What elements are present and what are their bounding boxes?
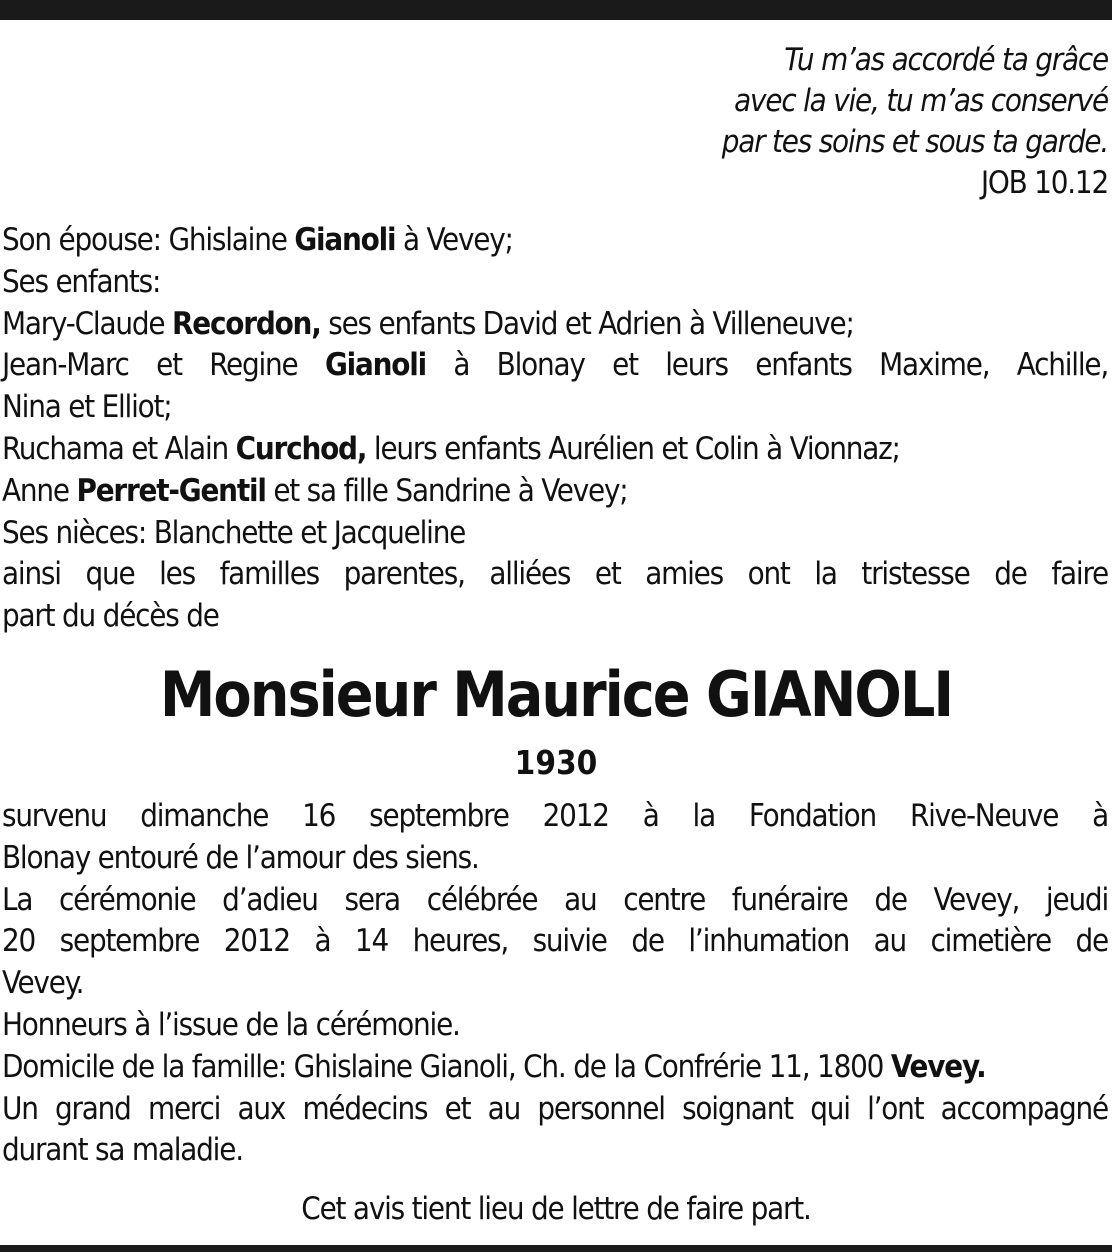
child-prefix: Jean-Marc et Regine xyxy=(2,347,325,384)
children-label: Ses enfants: xyxy=(2,263,161,300)
deceased-name: Monsieur Maurice GIANOLI xyxy=(159,658,953,731)
domicile-line xyxy=(2,1047,1108,1089)
child-line-continued: Nina et Elliot; xyxy=(2,389,172,426)
closing-note: Cet avis tient lieu de lettre de faire part. xyxy=(301,1191,811,1227)
event-details xyxy=(2,796,1108,1172)
domicile-city: Vevey. xyxy=(890,1048,986,1085)
child-surname: Curchod, xyxy=(235,430,367,467)
announcement-line: part du décès de xyxy=(2,598,219,635)
death-line: survenu dimanche 16 septembre 2012 à la Fondation Rive-Neuve à xyxy=(2,798,1108,834)
honours-line: Honneurs à l’issue de la cérémonie. xyxy=(2,1006,460,1043)
epigraph-reference: JOB 10.12 xyxy=(980,165,1108,201)
child-suffix: à Blonay et leurs enfants Maxime, Achille, xyxy=(425,347,1108,384)
thanks-line: durant sa maladie. xyxy=(2,1132,243,1169)
child-prefix: Mary-Claude xyxy=(2,305,172,342)
family-announcement xyxy=(2,220,1108,638)
top-border-rule xyxy=(0,0,1112,20)
spouse-surname: Gianoli xyxy=(294,222,396,258)
epigraph-line: avec la vie, tu m’as conservé xyxy=(734,83,1108,119)
spouse-prefix: Son épouse: Ghislaine xyxy=(2,222,295,258)
child-suffix: et sa fille Sandrine à Vevey; xyxy=(265,472,628,509)
announcement-line: ainsi que les familles parentes, alliées et amies ont la tristesse de faire xyxy=(2,556,1108,593)
child-prefix: Ruchama et Alain xyxy=(2,430,236,467)
child-surname: Gianoli xyxy=(324,347,426,384)
epigraph xyxy=(722,40,1108,204)
child-line xyxy=(2,304,1108,346)
child-line xyxy=(2,429,1108,471)
child-suffix: leurs enfants Aurélien et Colin à Vionnaz; xyxy=(366,430,900,467)
birth-year: 1930 xyxy=(514,743,598,782)
death-line: Blonay entouré de l’amour des siens. xyxy=(2,839,479,876)
child-prefix: Anne xyxy=(2,472,77,509)
thanks-line: Un grand merci aux médecins et au personnel soignant qui l’ont accompagné xyxy=(2,1090,1108,1127)
child-surname: Recordon, xyxy=(171,305,321,342)
nieces-line: Ses nièces: Blanchette et Jacqueline xyxy=(2,514,466,551)
child-suffix: ses enfants David et Adrien à Villeneuve; xyxy=(320,305,854,342)
spouse-suffix: à Vevey; xyxy=(395,222,513,258)
child-line xyxy=(2,471,1108,513)
ceremony-line: 20 septembre 2012 à 14 heures, suivie de l’inhumation au cimetière de xyxy=(2,923,1108,960)
ceremony-line: La cérémonie d’adieu sera célébrée au centre funéraire de Vevey, jeudi xyxy=(2,881,1108,918)
child-surname: Perret-Gentil xyxy=(76,472,266,509)
bottom-border-rule xyxy=(0,1245,1112,1252)
domicile-address: Domicile de la famille: Ghislaine Gianoli, Ch. de la Confrérie 11, 1800 xyxy=(2,1048,891,1085)
epigraph-line: par tes soins et sous ta garde. xyxy=(721,124,1108,160)
ceremony-line: Vevey. xyxy=(2,965,84,1002)
child-line xyxy=(2,345,1108,387)
epigraph-line: Tu m’as accordé ta grâce xyxy=(784,42,1108,78)
spouse-line xyxy=(2,220,1108,262)
